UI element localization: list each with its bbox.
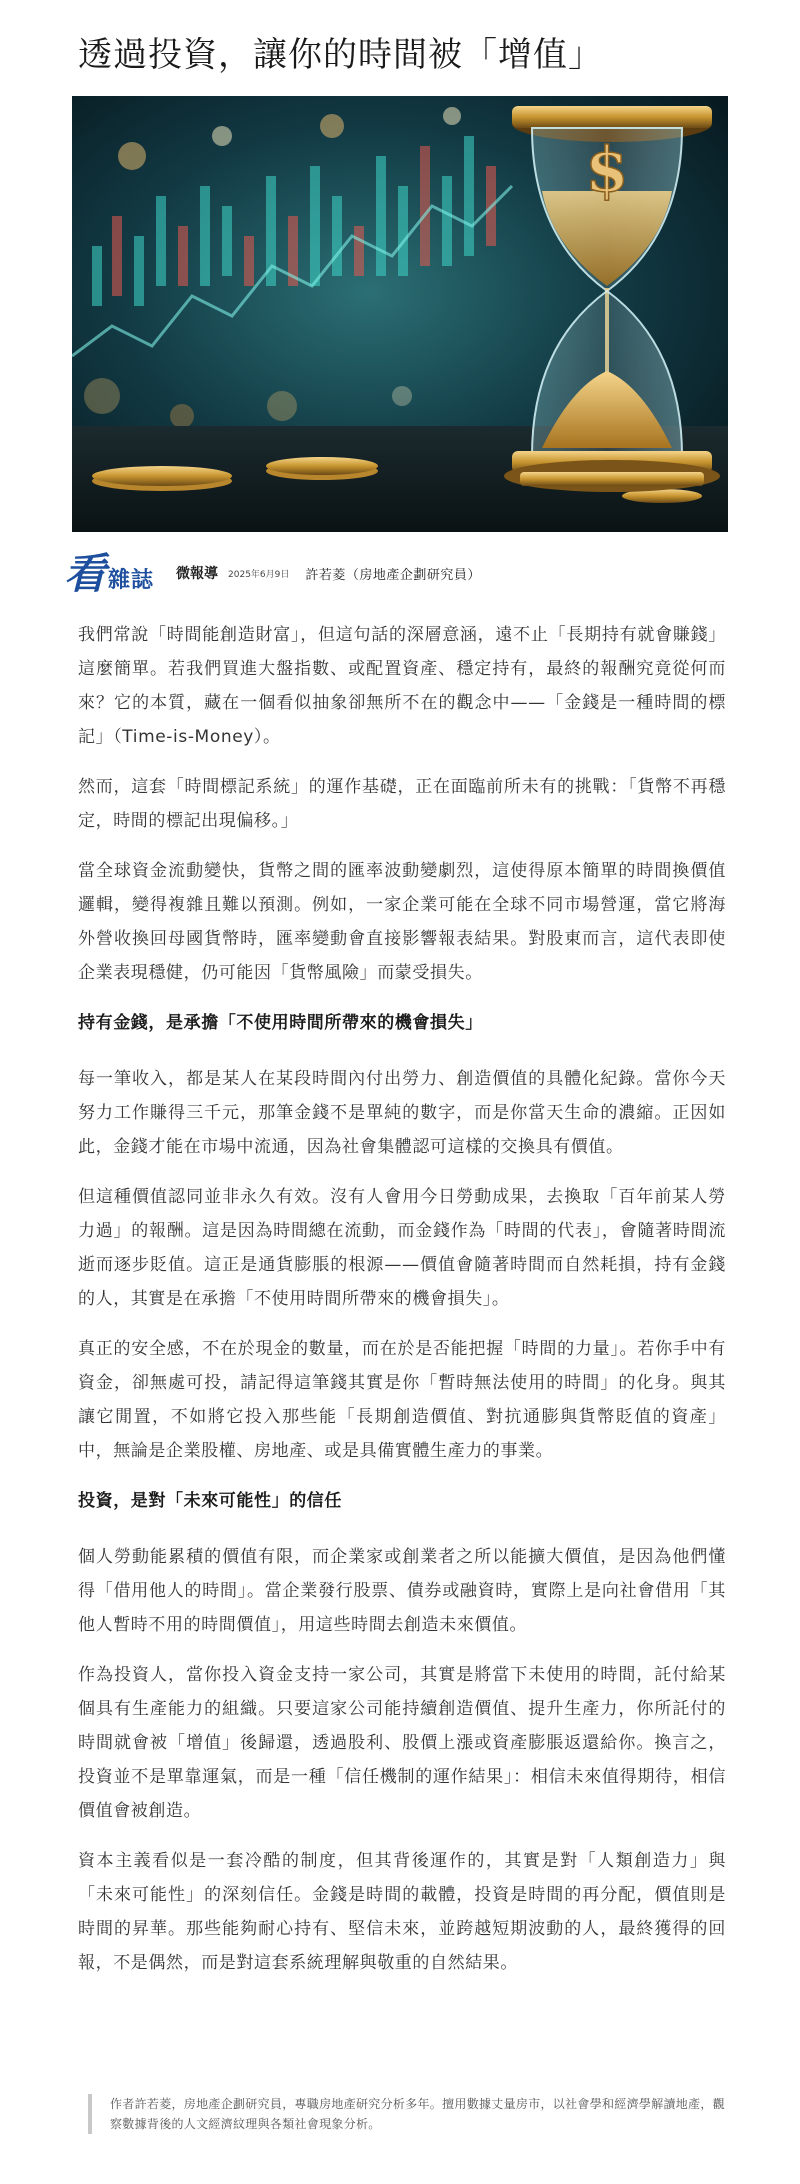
paragraph: 個人勞動能累積的價值有限，而企業家或創業者之所以能擴大價值，是因為他們懂得「借用他人的時間」。當企業發行股票、債券或融資時，實際上是向社會借用「其他人暫時不用的時間價值」，用這些時間去創造未來價值。 xyxy=(78,1547,726,1635)
article-title: 透過投資，讓你的時間被「增值」 xyxy=(78,35,603,75)
publish-date: 2025年6月9日 xyxy=(228,569,290,580)
column-name: 微報導 xyxy=(176,566,219,582)
logo-text: 雜誌 xyxy=(108,568,155,593)
paragraph: 當全球資金流動變快，貨幣之間的匯率波動變劇烈，這使得原本簡單的時間換價值邏輯，變得複雜且難以預測。例如，一家企業可能在全球不同市場營運，當它將海外營收換回母國貨幣時，匯率變動會直接影響報表結果。對股東而言，這代表即使企業表現穩健，仍可能因「貨幣風險」而蒙受損失。 xyxy=(78,861,726,983)
hero-image xyxy=(72,96,728,532)
section-heading: 持有金錢，是承擔「不使用時間所帶來的機會損失」 xyxy=(78,1013,483,1033)
paragraph: 但這種價值認同並非永久有效。沒有人會用今日勞動成果，去換取「百年前某人勞力過」的報酬。這是因為時間總在流動，而金錢作為「時間的代表」，會隨著時間流逝而逐步貶值。這正是通貨膨脹的根源——價值會隨著時間而自然耗損，持有金錢的人，其實是在承擔「不使用時間所帶來的機會損失」。 xyxy=(78,1187,726,1309)
paragraph: 作為投資人，當你投入資金支持一家公司，其實是將當下未使用的時間，託付給某個具有生產能力的組織。只要這家公司能持續創造價值、提升生產力，你所託付的時間就會被「增值」後歸還，透過股利、股價上漲或資產膨脹返還給你。換言之，投資並不是單靠運氣，而是一種「信任機制的運作結果」：相信未來值得期待，相信價值會被創造。 xyxy=(78,1665,726,1821)
author-bio: 作者許若菱，房地產企劃研究員，專職房地產研究分析多年。擅用數據丈量房市，以社會學和經濟學解讀地產，觀察數據背後的人文經濟紋理與各類社會現象分析。 xyxy=(88,2094,728,2134)
svg-text:$: $ xyxy=(585,133,629,206)
paragraph: 我們常說「時間能創造財富」，但這句話的深層意涵，遠不止「長期持有就會賺錢」這麼簡單。若我們買進大盤指數、或配置資產、穩定持有，最終的報酬究竟從何而來？它的本質，藏在一個看似抽象卻無所不在的觀念中——「金錢是一種時間的標記」（Time-is-Money）。 xyxy=(78,625,726,747)
paragraph: 真正的安全感，不在於現金的數量，而在於是否能把握「時間的力量」。若你手中有資金，卻無處可投，請記得這筆錢其實是你「暫時無法使用的時間」的化身。與其讓它閒置，不如將它投入那些能「長期創造價值、對抗通膨與貨幣貶值的資產」中，無論是企業股權、房地產、或是具備實體生產力的事業。 xyxy=(78,1339,726,1461)
paragraph: 每一筆收入，都是某人在某段時間內付出勞力、創造價值的具體化紀錄。當你今天努力工作賺得三千元，那筆金錢不是單純的數字，而是你當天生命的濃縮。正因如此，金錢才能在市場中流通，因為社會集體認可這樣的交換具有價值。 xyxy=(78,1069,726,1157)
section-heading: 投資，是對「未來可能性」的信任 xyxy=(78,1491,342,1511)
logo-mark: 看 xyxy=(64,549,107,598)
magazine-logo xyxy=(64,550,154,596)
article-body xyxy=(78,618,726,1996)
paragraph: 資本主義看似是一套冷酷的制度，但其背後運作的，其實是對「人類創造力」與「未來可能性」的深刻信任。金錢是時間的載體，投資是時間的再分配，價值則是時間的昇華。那些能夠耐心持有、堅信未來，並跨越短期波動的人，最終獲得的回報，不是偶然，而是對這套系統理解與敬重的自然結果。 xyxy=(78,1851,726,1973)
author-name: 許若菱（房地產企劃研究員） xyxy=(305,567,481,583)
paragraph: 然而，這套「時間標記系統」的運作基礎，正在面臨前所未有的挑戰：「貨幣不再穩定，時間的標記出現偏移。」 xyxy=(78,777,726,831)
byline xyxy=(64,548,744,598)
